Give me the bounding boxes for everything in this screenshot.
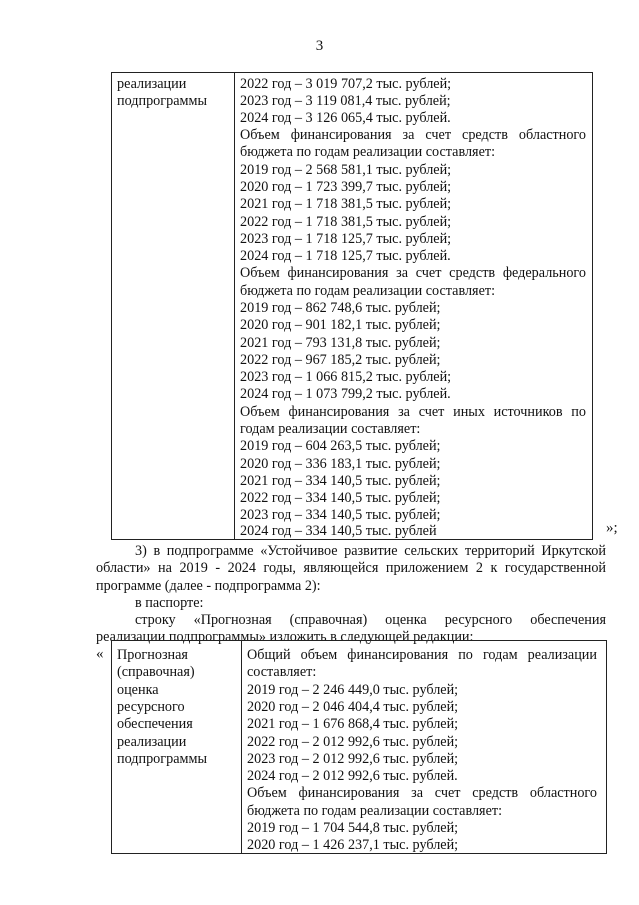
opening-quote: «	[96, 646, 104, 662]
closing-quote: »;	[606, 520, 618, 536]
table1-value-line: 2019 год – 604 263,5 тыс. рублей;	[240, 438, 441, 454]
table1-value-line: 2020 год – 336 183,1 тыс. рублей;	[240, 456, 441, 472]
table2-value-line: 2019 год – 2 246 449,0 тыс. рублей;	[247, 682, 459, 698]
paragraph-line: в паспорте:	[135, 595, 204, 611]
page-number: 3	[315, 38, 324, 54]
table1-value-line: бюджета по годам реализации составляет:	[240, 283, 496, 299]
table1-value-line: Объем финансирования за счет средств федерального	[240, 265, 586, 281]
table1-value-line: 2022 год – 3 019 707,2 тыс. рублей;	[240, 76, 452, 92]
table1-value-line: 2023 год – 334 140,5 тыс. рублей;	[240, 507, 441, 523]
table2-value-line: 2020 год – 2 046 404,4 тыс. рублей;	[247, 699, 459, 715]
table2-label-line: Прогнозная	[117, 647, 188, 663]
table1-value-cell	[235, 73, 592, 539]
table1-value-line: Объем финансирования за счет средств областного	[240, 127, 586, 143]
financing-table-1	[111, 72, 593, 540]
table2-value-line: Объем финансирования за счет средств областного	[247, 785, 597, 801]
table1-value-line: Объем финансирования за счет иных источников по	[240, 404, 586, 420]
table2-value-line: составляет:	[247, 664, 317, 680]
table1-value-line: 2020 год – 901 182,1 тыс. рублей;	[240, 317, 441, 333]
table1-value-line: 2022 год – 334 140,5 тыс. рублей;	[240, 490, 441, 506]
table1-value-line: 2023 год – 1 718 125,7 тыс. рублей;	[240, 231, 452, 247]
table2-label-cell	[112, 641, 242, 853]
table1-value-line: 2024 год – 334 140,5 тыс. рублей	[240, 523, 437, 539]
paragraph-line: строку «Прогнозная (справочная) оценка ресурсного обеспечения	[135, 612, 606, 628]
table2-value-line: 2019 год – 1 704 544,8 тыс. рублей;	[247, 820, 459, 836]
table1-value-line: 2022 год – 1 718 381,5 тыс. рублей;	[240, 214, 452, 230]
table2-value-line: 2022 год – 2 012 992,6 тыс. рублей;	[247, 734, 459, 750]
table2-label-line: (справочная)	[117, 664, 195, 680]
table2-label-line: оценка	[117, 682, 159, 698]
paragraph-line: области» на 2019 - 2024 годы, являющейся приложением 2 к государственной	[96, 560, 606, 576]
table1-value-line: 2024 год – 1 718 125,7 тыс. рублей.	[240, 248, 451, 264]
table2-label-line: подпрограммы	[117, 751, 207, 767]
table1-value-line: 2021 год – 793 131,8 тыс. рублей;	[240, 335, 441, 351]
table1-label-cell	[112, 73, 235, 539]
paragraph-line: реализации подпрограммы» изложить в следующей редакции:	[96, 629, 474, 645]
table1-value-line: бюджета по годам реализации составляет:	[240, 144, 496, 160]
table2-value-line: 2024 год – 2 012 992,6 тыс. рублей.	[247, 768, 458, 784]
table1-value-line: 2019 год – 862 748,6 тыс. рублей;	[240, 300, 441, 316]
table2-label-line: обеспечения	[117, 716, 193, 732]
table1-value-line: 2024 год – 1 073 799,2 тыс. рублей.	[240, 386, 451, 402]
table1-value-line: 2023 год – 3 119 081,4 тыс. рублей;	[240, 93, 451, 109]
table2-value-line: Общий объем финансирования по годам реализации	[247, 647, 597, 663]
table1-value-line: 2019 год – 2 568 581,1 тыс. рублей;	[240, 162, 452, 178]
table1-value-line: 2021 год – 334 140,5 тыс. рублей;	[240, 473, 441, 489]
table2-value-line: 2023 год – 2 012 992,6 тыс. рублей;	[247, 751, 459, 767]
table1-value-line: годам реализации составляет:	[240, 421, 421, 437]
table1-value-line: 2022 год – 967 185,2 тыс. рублей;	[240, 352, 441, 368]
financing-table-2	[111, 640, 607, 854]
table2-value-line: бюджета по годам реализации составляет:	[247, 803, 503, 819]
table2-value-line: 2021 год – 1 676 868,4 тыс. рублей;	[247, 716, 459, 732]
table1-label-line: подпрограммы	[117, 93, 207, 109]
table2-value-line: 2020 год – 1 426 237,1 тыс. рублей;	[247, 837, 459, 853]
table2-label-line: реализации	[117, 734, 187, 750]
table2-value-cell	[242, 641, 606, 853]
table1-value-line: 2024 год – 3 126 065,4 тыс. рублей.	[240, 110, 451, 126]
table1-value-line: 2023 год – 1 066 815,2 тыс. рублей;	[240, 369, 452, 385]
paragraph-line: 3) в подпрограмме «Устойчивое развитие сельских территорий Иркутской	[135, 543, 606, 559]
table1-label-line: реализации	[117, 76, 187, 92]
table1-value-line: 2021 год – 1 718 381,5 тыс. рублей;	[240, 196, 452, 212]
table2-label-line: ресурсного	[117, 699, 185, 715]
table1-value-line: 2020 год – 1 723 399,7 тыс. рублей;	[240, 179, 452, 195]
paragraph-line: программе (далее - подпрограмма 2):	[96, 578, 321, 594]
